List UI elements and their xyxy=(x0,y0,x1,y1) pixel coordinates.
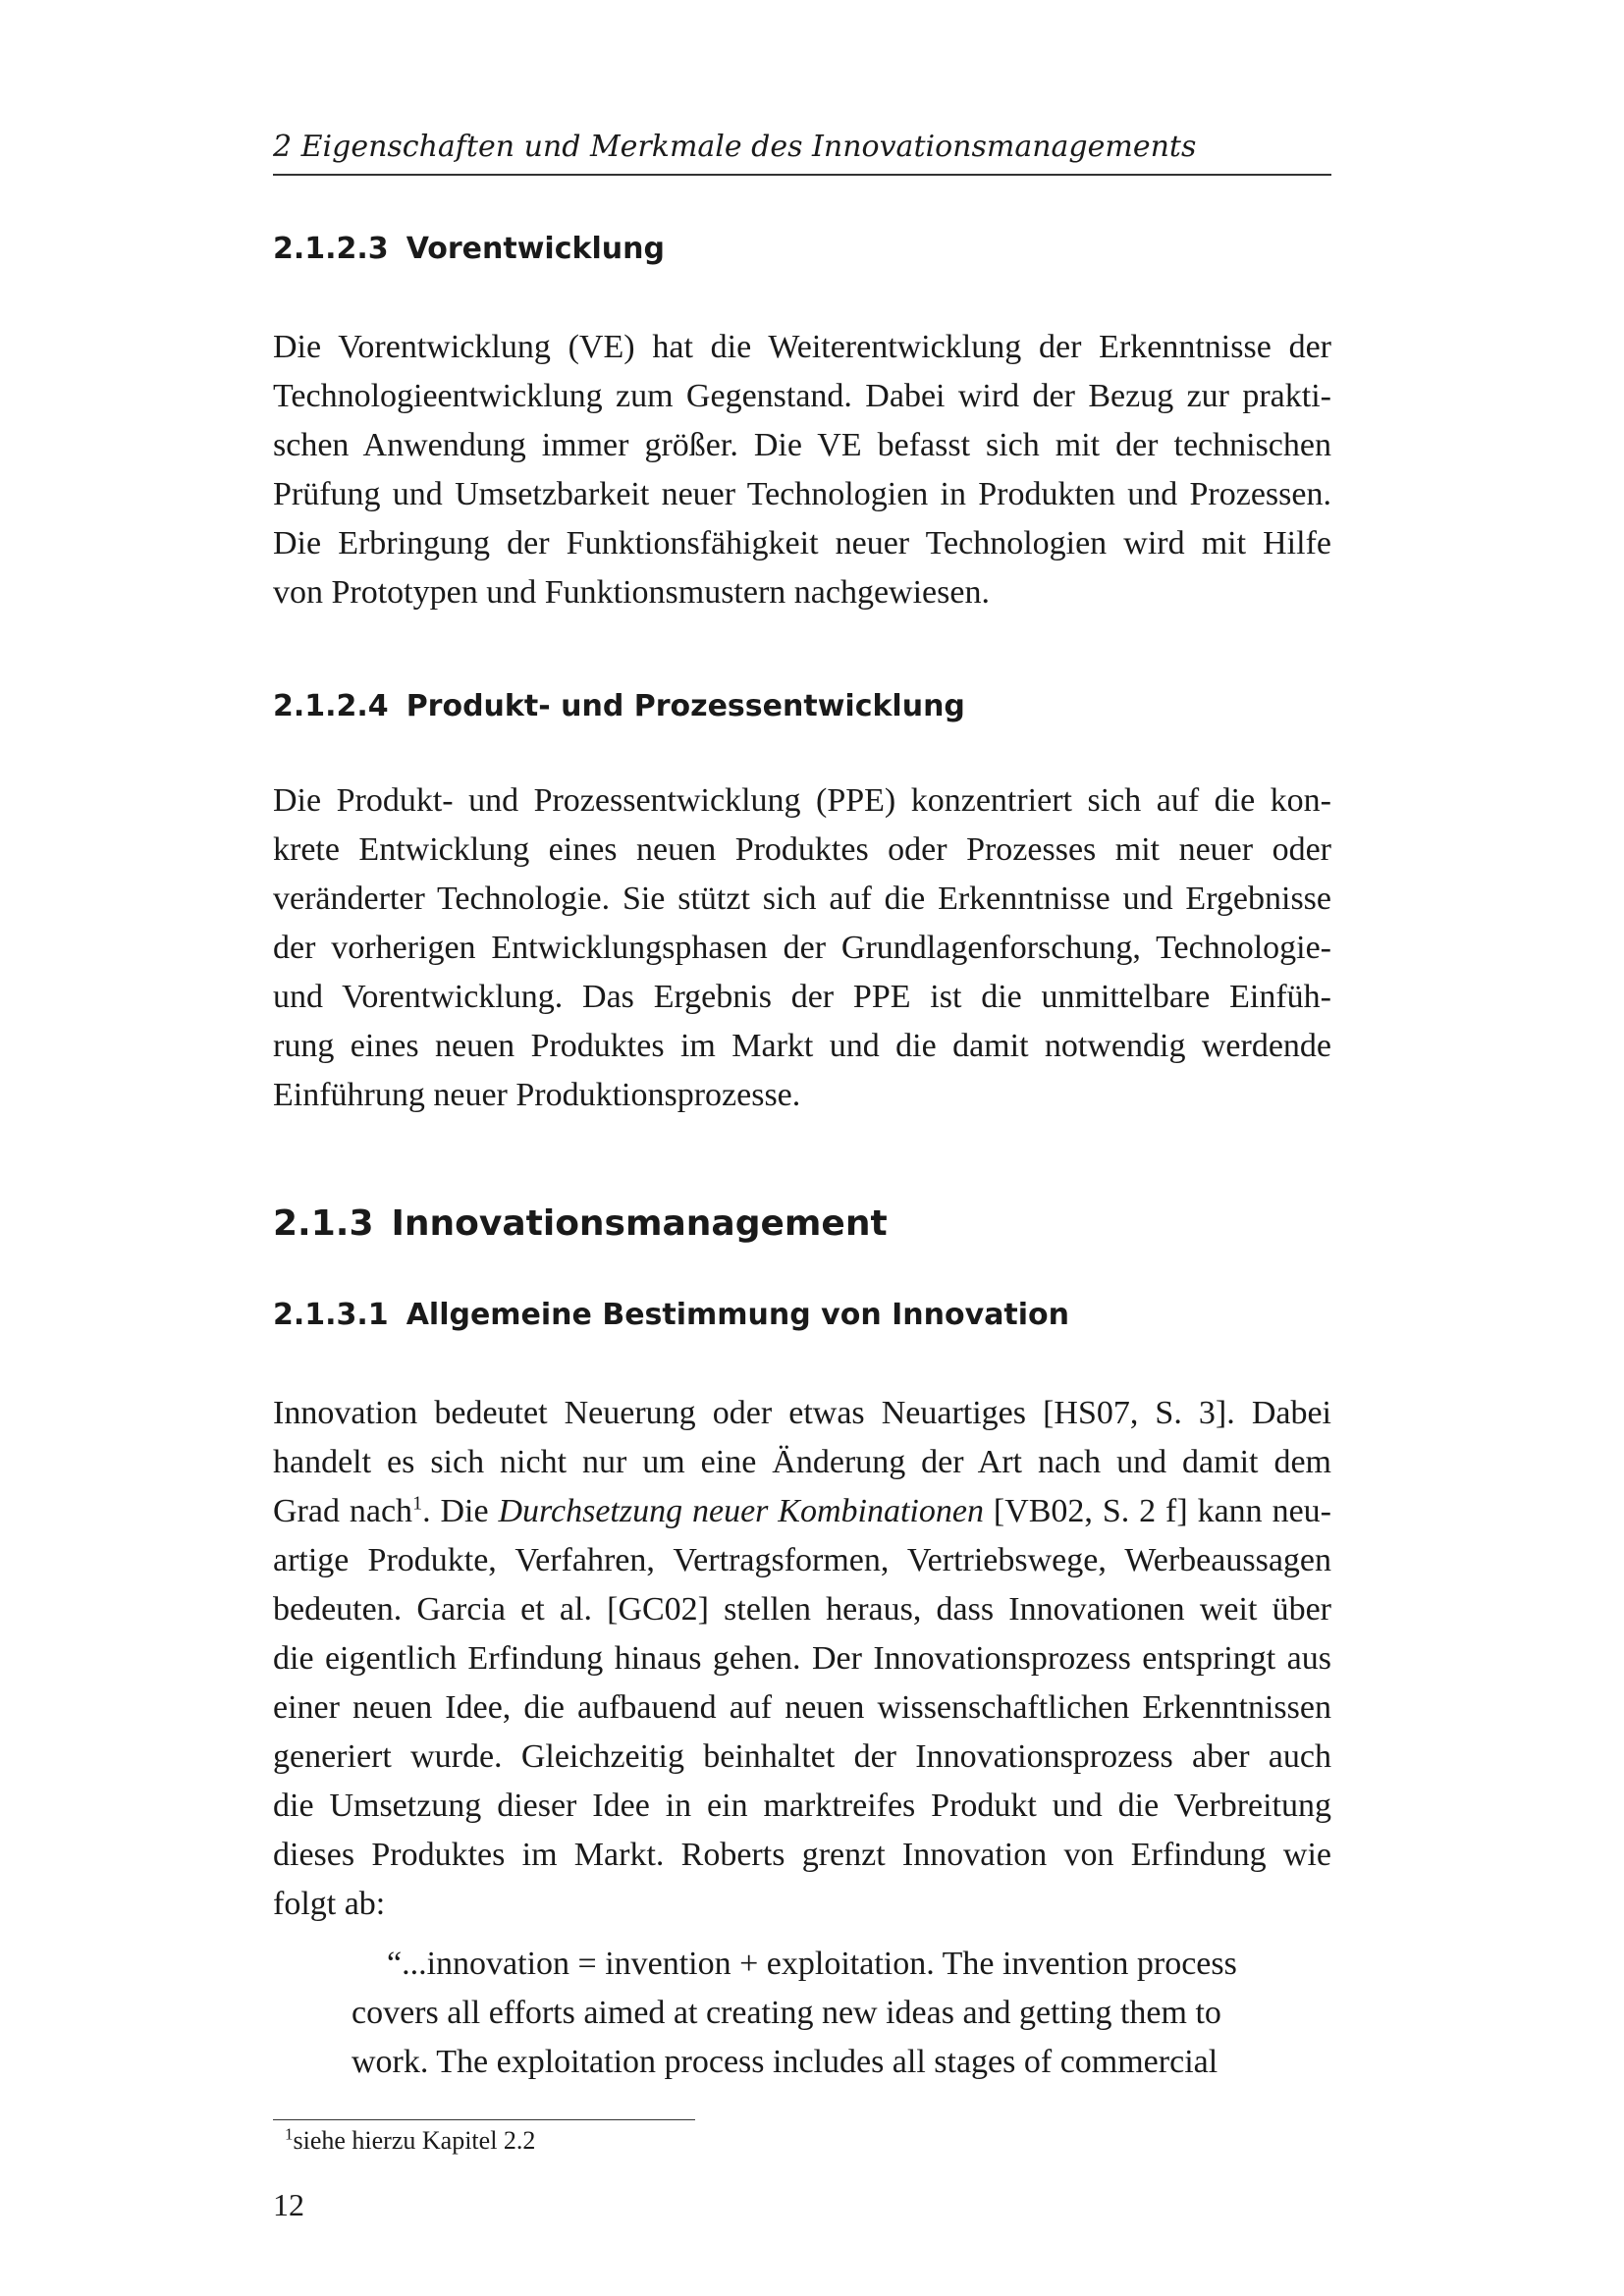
text-line: handelt es sich nicht nur um eine Änderung der Art nach und damit dem xyxy=(273,1444,1331,1480)
footnote xyxy=(285,2123,535,2159)
text-line: Die Vorentwicklung (VE) hat die Weiterentwicklung der Erkenntnisse der xyxy=(273,329,1331,365)
quote-line: work. The exploitation process includes all stages of commercial xyxy=(352,2044,1218,2080)
text-line: generiert wurde. Gleichzeitig beinhaltet der Innovationsprozess aber auch xyxy=(273,1738,1331,1775)
text-line: artige Produkte, Verfahren, Vertragsformen, Vertriebswege, Werbeaussagen xyxy=(273,1542,1331,1578)
text-line: und Vorentwicklung. Das Ergebnis der PPE ist die unmittelbare Einfüh- xyxy=(273,979,1331,1015)
emphasis-text: Durchsetzung neuer Kombinationen xyxy=(498,1493,984,1529)
text-line: einer neuen Idee, die aufbauend auf neuen wissenschaftlichen Erkenntnissen xyxy=(273,1689,1331,1726)
footnote-text: siehe hierzu Kapitel 2.2 xyxy=(293,2126,536,2155)
paragraph-vorentwicklung xyxy=(273,323,1331,617)
text-line: rung eines neuen Produktes im Markt und die damit notwendig werdende xyxy=(273,1028,1331,1064)
text-run: Grad nach xyxy=(273,1493,413,1529)
paragraph-allgemeine-bestimmung xyxy=(273,1389,1331,1929)
heading-number: 2.1.2.3 xyxy=(273,232,389,266)
text-line: Die Erbringung der Funktionsfähigkeit neuer Technologien wird mit Hilfe xyxy=(273,525,1331,561)
heading-title: Innovationsmanagement xyxy=(391,1203,888,1244)
text-line: Prüfung und Umsetzbarkeit neuer Technologien in Produkten und Prozessen. xyxy=(273,476,1331,512)
heading-title: Vorentwicklung xyxy=(406,232,665,266)
footnote-reference[interactable]: 1 xyxy=(412,1492,423,1515)
heading-title: Produkt- und Prozessentwicklung xyxy=(406,689,965,723)
page-number: 12 xyxy=(273,2187,304,2222)
heading-number: 2.1.2.4 xyxy=(273,689,389,723)
text-line: bedeuten. Garcia et al. [GC02] stellen heraus, dass Innovationen weit über xyxy=(273,1591,1331,1628)
heading-number: 2.1.3 xyxy=(273,1203,374,1244)
heading-title: Allgemeine Bestimmung von Innovation xyxy=(406,1298,1070,1332)
document-page xyxy=(273,0,1331,2296)
text-line: folgt ab: xyxy=(273,1886,386,1922)
quote-line: covers all efforts aimed at creating new ideas and getting them to xyxy=(352,1995,1221,2031)
heading-number: 2.1.3.1 xyxy=(273,1298,389,1332)
text-line: von Prototypen und Funktionsmustern nachgewiesen. xyxy=(273,574,990,611)
text-line: der vorherigen Entwicklungsphasen der Grundlagenforschung, Technologie- xyxy=(273,930,1331,966)
text-line: die eigentlich Erfindung hinaus gehen. Der Innovationsprozess entspringt aus xyxy=(273,1640,1331,1677)
running-head: 2 Eigenschaften und Merkmale des Innovationsmanagements xyxy=(273,128,1331,176)
text-run: [VB02, S. 2 f] kann neu- xyxy=(983,1493,1331,1529)
footnote-divider xyxy=(273,2119,695,2120)
text-line: krete Entwicklung eines neuen Produktes oder Prozesses mit neuer oder xyxy=(273,831,1331,868)
text-line: Innovation bedeutet Neuerung oder etwas Neuartiges [HS07, S. 3]. Dabei xyxy=(273,1395,1331,1431)
text-line: veränderter Technologie. Sie stützt sich auf die Erkenntnisse und Ergebnisse xyxy=(273,881,1331,917)
text-line: Technologieentwicklung zum Gegenstand. Dabei wird der Bezug zur prakti- xyxy=(273,378,1331,414)
heading-allgemeine-bestimmung xyxy=(273,1296,1069,1335)
block-quote xyxy=(352,1940,1255,2087)
text-line: Die Produkt- und Prozessentwicklung (PPE) konzentriert sich auf die kon- xyxy=(273,782,1331,819)
text-line: dieses Produktes im Markt. Roberts grenzt Innovation von Erfindung wie xyxy=(273,1837,1331,1873)
heading-produkt-prozessentwicklung xyxy=(273,687,965,726)
text-run: . Die xyxy=(422,1493,499,1529)
heading-innovationsmanagement xyxy=(273,1201,888,1248)
footnote-mark: 1 xyxy=(285,2124,294,2144)
quote-line: “...innovation = invention + exploitation. The invention process xyxy=(387,1946,1237,1982)
paragraph-produkt-prozessentwicklung xyxy=(273,776,1331,1120)
heading-vorentwicklung xyxy=(273,230,665,269)
text-line xyxy=(273,1487,1331,1536)
text-line: die Umsetzung dieser Idee in ein marktreifes Produkt und die Verbreitung xyxy=(273,1788,1331,1824)
text-line: schen Anwendung immer größer. Die VE befasst sich mit der technischen xyxy=(273,427,1331,463)
text-line: Einführung neuer Produktionsprozesse. xyxy=(273,1077,801,1113)
